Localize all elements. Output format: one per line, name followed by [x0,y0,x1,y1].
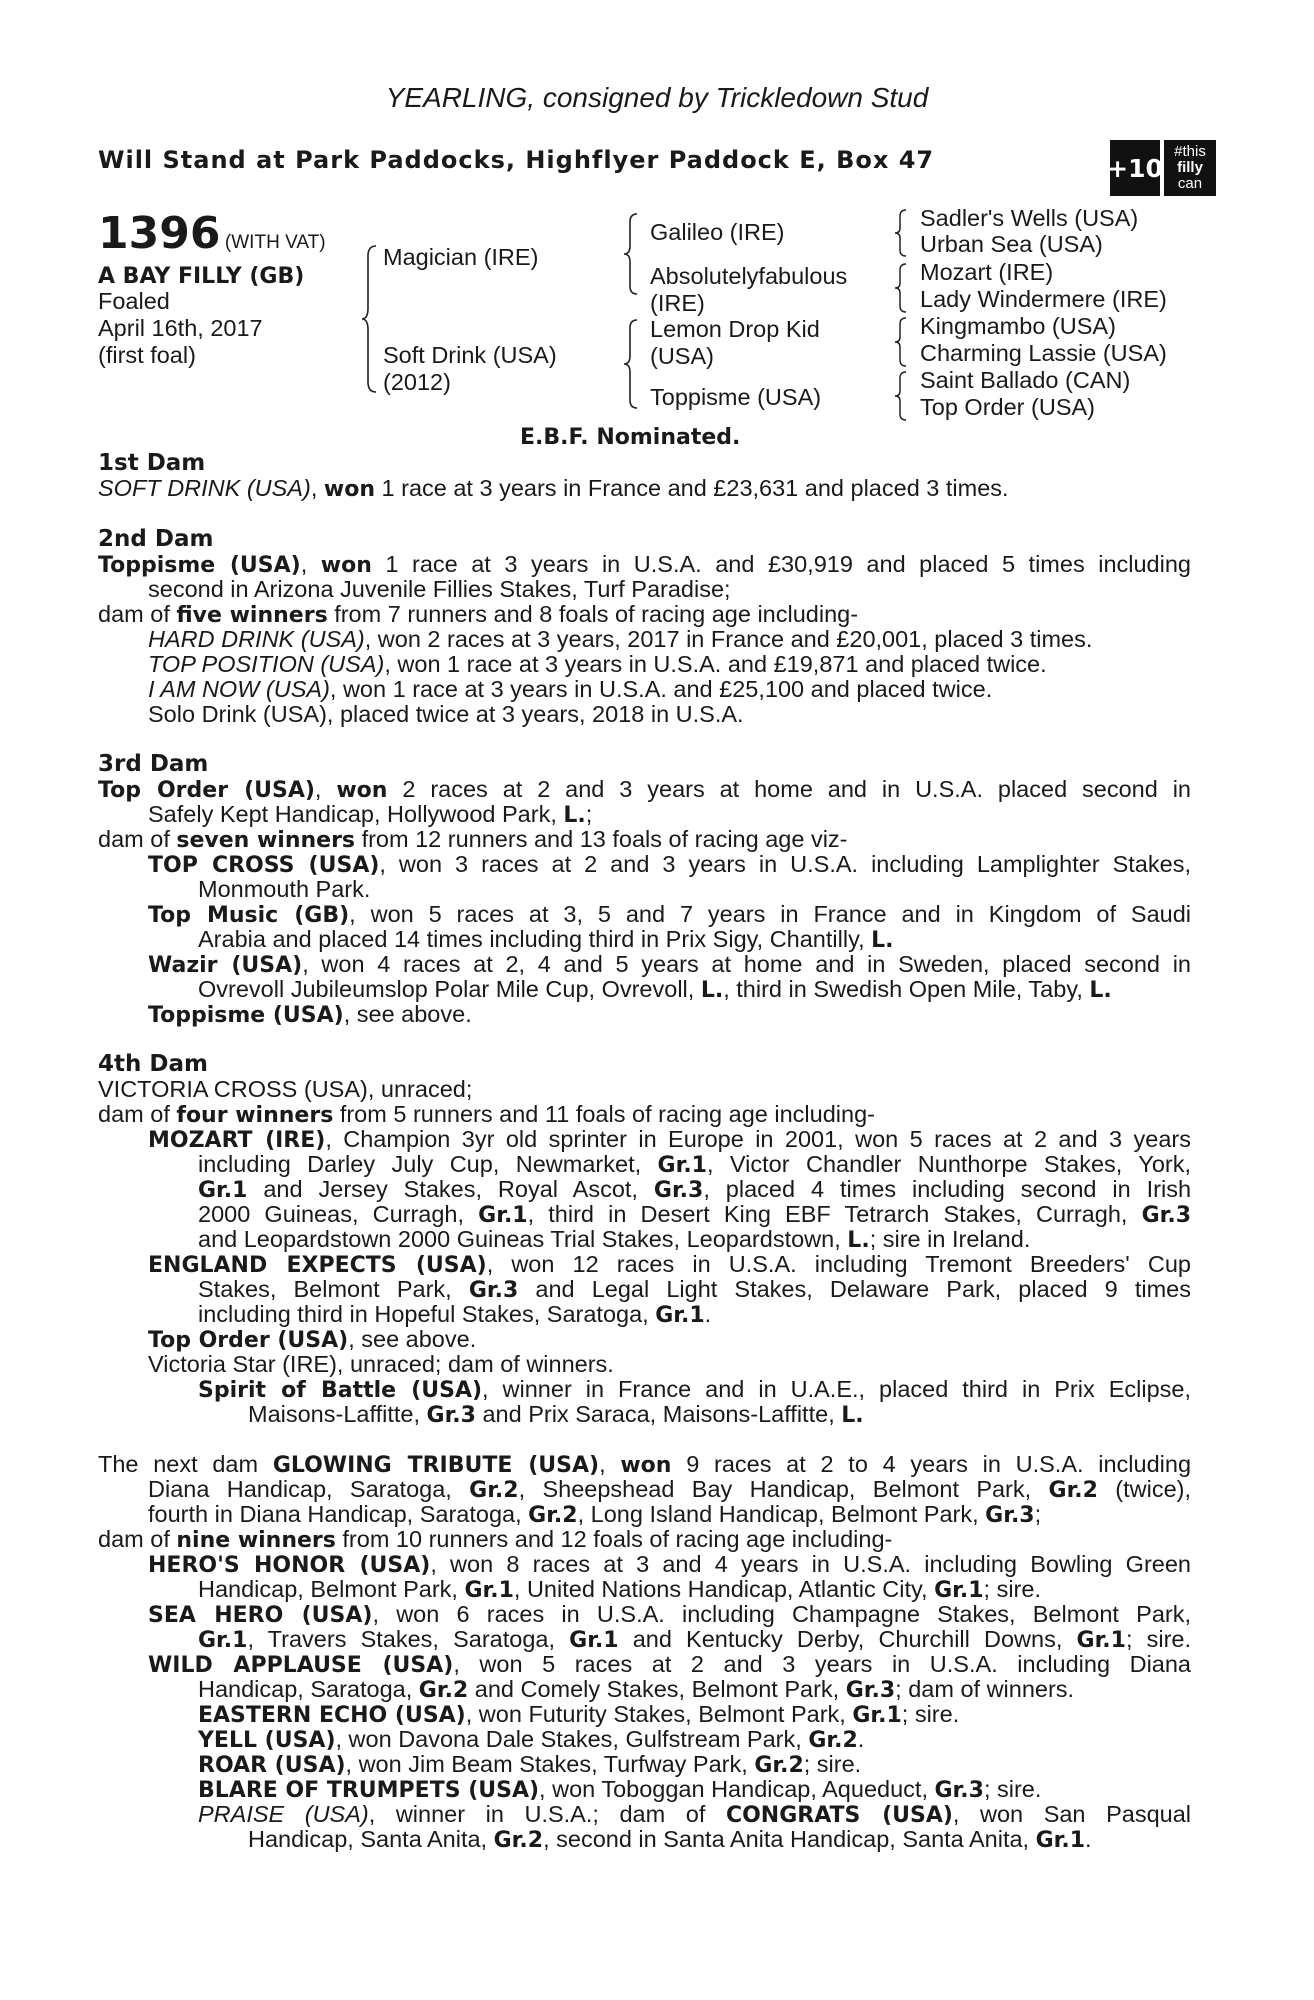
race-grade: L. [1089,978,1112,1003]
race-grade: Gr.2 [469,1478,519,1503]
text-span: ; sire. [1125,1626,1192,1652]
race-grade: L. [841,1403,864,1428]
race-grade: Gr.3 [934,1778,984,1803]
second-dam-name: Toppisme (USA) [98,553,301,578]
next-dam-line-5 [148,1552,1191,1578]
text-span: and Legal Light Stakes, Delaware Park, placed 9 times [518,1276,1191,1302]
gs-brace-2 [893,262,909,314]
stand-location: Will Stand at Park Paddocks, Highflyer Paddock E, Box 47 [98,146,935,174]
text-span: , won 5 races at 2 and 3 years in U.S.A. including Diana [453,1651,1191,1677]
dams-sire-line2: (USA) [650,343,714,369]
text-span: Handicap, Saratoga, [198,1676,413,1702]
text-span: from 10 runners and 12 foals of racing age including- [342,1526,893,1552]
second-dam-line-7: Solo Drink (USA), placed twice at 3 years, 2018 in U.S.A. [148,701,744,727]
text-span: , winner in France and in U.A.E., placed third in Prix Eclipse, [482,1376,1191,1402]
second-dam-line-4 [148,627,1191,652]
winners-count: four winners [176,1103,334,1128]
third-dam-line-3 [98,827,1191,853]
runner-name: BLARE OF TRUMPETS (USA) [198,1778,540,1803]
race-grade: Gr.1 [1035,1828,1086,1853]
runner-name: ROAR (USA) [198,1753,346,1778]
gs-brace-4 [893,370,909,422]
text-span: , won 4 races at 2, 4 and 5 years at home and in Sweden, placed second in [302,951,1191,977]
second-dam-line-1: Toppisme (USA), won 1 race at 3 years in U.S.A. and £30,919 and placed 5 times including [98,551,1191,578]
fourth-dam-line-2 [98,1102,1191,1128]
next-dam-line-14 [198,1777,1191,1803]
race-grade: L. [700,978,724,1003]
text-span: , won 1 race at 3 years in U.S.A. and £19,871 and placed twice. [384,651,1047,677]
next-dam-line-3 [148,1502,1191,1528]
race-grade: Gr.3 [426,1403,476,1428]
fourth-dam-line-10 [198,1302,1191,1328]
winners-count: seven winners [176,828,356,853]
dam-year: (2012) [383,369,451,395]
foaled-date: April 16th, 2017 [98,315,263,341]
runner-name: I AM NOW (USA) [148,676,330,702]
runner-name: HERO'S HONOR (USA) [148,1553,431,1578]
race-grade: Gr.3 [653,1178,704,1203]
race-grade: Gr.1 [655,1303,705,1328]
runner-name: WILD APPLAUSE (USA) [148,1653,454,1678]
text-span: The next dam [98,1451,259,1477]
text-span: Handicap, Santa Anita, [248,1826,488,1852]
text-span: and Jersey Stakes, Royal Ascot, [247,1176,638,1202]
text-span: , Travers Stakes, Saratoga, [247,1626,555,1652]
text-span: ; sire. [901,1701,960,1727]
race-grade: Gr.2 [754,1753,804,1778]
gg-dsd: Charming Lassie (USA) [920,340,1167,366]
ebf-nominated: E.B.F. Nominated. [520,425,741,450]
text-span: dam of [98,826,170,852]
dam-name: Soft Drink (USA) [383,342,557,368]
runner-name: ENGLAND EXPECTS (USA) [148,1253,487,1278]
text-span: and Prix Saraca, Maisons-Laffitte, [475,1401,835,1427]
gg-dds: Saint Ballado (CAN) [920,367,1131,393]
text-span: dam of [98,601,170,627]
race-grade: Gr.2 [1048,1478,1098,1503]
third-dam-line-5: Monmouth Park. [198,876,371,902]
third-dam-line-2 [148,802,1191,828]
text-span: , won 8 races at 3 and 4 years in U.S.A. including Bowling Green [430,1551,1191,1577]
text-span: , won 3 races at 2 and 3 years in U.S.A. including Lamplighter Stakes, [379,851,1191,877]
first-foal-note: (first foal) [98,342,196,368]
sire-brace [622,212,640,296]
first-dam-won: won [323,477,375,502]
text-span: dam of [98,1101,170,1127]
runner-name: TOP CROSS (USA) [148,853,380,878]
runner-name: HARD DRINK (USA) [148,626,365,652]
text-span: Handicap, Belmont Park, [198,1576,458,1602]
runner-name: Wazir (USA) [148,953,303,978]
lot-number-row [98,208,326,259]
text-span: , won 2 races at 3 years, 2017 in France and £20,001, placed 3 times. [364,626,1093,652]
race-grade: Gr.3 [468,1278,519,1303]
text-span: , Champion 3yr old sprinter in Europe in 2001, won 5 races at 2 and 3 years [325,1126,1191,1152]
next-dam-line-16 [248,1827,1191,1853]
plus10-text: +10 [1107,153,1163,183]
runner-name: PRAISE (USA) [198,1801,369,1827]
text-span: ; [1034,1501,1042,1527]
next-dam-line-6 [198,1577,1191,1603]
fourth-dam-line-5 [198,1177,1191,1203]
text-span: ; sire. [983,1776,1042,1802]
sire-dam-brace [360,244,380,394]
runner-name: TOP POSITION (USA) [148,651,385,677]
text-span: including Darley July Cup, Newmarket, [198,1151,642,1177]
gg-ddd: Top Order (USA) [920,394,1095,420]
text-span: , won Davona Dale Stakes, Gulfstream Park, [335,1726,802,1752]
text-span: Diana Handicap, Saratoga, [148,1476,452,1502]
second-dam-won: won [320,553,372,578]
third-dam-name: Top Order (USA) [98,778,315,803]
text-span: Maisons-Laffitte, [248,1401,420,1427]
first-dam-line: SOFT DRINK (USA), won 1 race at 3 years in France and £23,631 and placed 3 times. [98,475,1009,502]
sire-name: Magician (IRE) [383,244,539,270]
fourth-dam-line-1: VICTORIA CROSS (USA), unraced; [98,1076,473,1102]
runner-name: Top Order (USA) [148,1328,349,1353]
next-dam-line-11 [198,1702,1191,1728]
third-dam-heading: 3rd Dam [98,751,209,777]
race-grade: Gr.3 [985,1503,1035,1528]
next-dam-line-10 [198,1677,1191,1703]
text-span: ; [585,801,593,827]
fourth-dam-line-9 [198,1277,1191,1303]
race-grade: Gr.2 [493,1828,544,1853]
first-dam-text: 1 race at 3 years in France and £23,631 and placed 3 times. [381,475,1009,501]
race-grade: Gr.3 [1141,1203,1191,1228]
badge-this-text: #this [1174,143,1206,160]
race-grade: Gr.1 [657,1153,707,1178]
next-dam-line-2 [148,1477,1191,1503]
race-grade: L. [563,803,586,828]
race-grade: L. [847,1228,870,1253]
race-grade: Gr.1 [478,1203,528,1228]
runner-name: Toppisme (USA) [148,1003,344,1028]
second-dam-heading: 2nd Dam [98,526,214,552]
second-dam-line-3 [98,602,1191,628]
text-span: Arabia and placed 14 times including third in Prix Sigy, Chantilly, [198,926,865,952]
text-span: ; dam of winners. [895,1676,1075,1702]
text-span: (twice), [1097,1476,1192,1502]
runner-name: SEA HERO (USA) [148,1603,373,1628]
text-span: . [704,1301,712,1327]
race-grade: L. [871,928,894,953]
dams-sire-line1: Lemon Drop Kid [650,316,820,342]
text-span: , placed 4 times including second in Irish [703,1176,1192,1202]
text-span: and Leopardstown 2000 Guineas Trial Stakes, Leopardstown, [198,1226,841,1252]
text-span: , Sheepshead Bay Handicap, Belmont Park, [518,1476,1032,1502]
third-dam-line-7 [198,927,1191,953]
fourth-dam-line-4 [198,1152,1191,1178]
race-grade: Gr.2 [528,1503,578,1528]
winners-count: five winners [176,603,328,628]
fourth-dam-line-11 [148,1327,1191,1353]
race-grade: Gr.3 [845,1678,896,1703]
first-dam-name: SOFT DRINK (USA) [98,475,311,501]
next-dam-line-8 [198,1627,1191,1653]
third-dam-line-9 [198,977,1191,1003]
text-span: , won San Pasqual [952,1801,1191,1827]
text-span: and Comely Stakes, Belmont Park, [468,1676,840,1702]
next-dam-line-9 [148,1652,1191,1678]
gs-brace-3 [893,316,909,368]
sires-dam-line2: (IRE) [650,290,705,316]
text-span: dam of [98,1526,170,1552]
race-grade: Gr.1 [198,1628,248,1653]
fourth-dam-heading: 4th Dam [98,1051,208,1077]
dam-brace [622,318,640,410]
text-span: 2000 Guineas, Curragh, [198,1201,465,1227]
fourth-dam-line-6 [198,1202,1191,1228]
next-dam-won: won [620,1453,672,1478]
text-span: fourth in Diana Handicap, Saratoga, [148,1501,522,1527]
text-span: , second in Santa Anita Handicap, Santa Anita, [543,1826,1030,1852]
race-grade: Gr.2 [418,1678,469,1703]
catalogue-title: YEARLING, consigned by Trickledown Stud [385,82,929,113]
foaled-label: Foaled [98,288,170,314]
third-dam-line-8 [148,952,1191,978]
runner-name: EASTERN ECHO (USA) [198,1703,466,1728]
text-span: , Long Island Handicap, Belmont Park, [577,1501,979,1527]
lot-name: A BAY FILLY (GB) [98,264,305,289]
text-span: , see above. [348,1326,477,1352]
sires-sire: Galileo (IRE) [650,219,785,245]
text-span: , won 6 races in U.S.A. including Champagne Stakes, Belmont Park, [372,1601,1191,1627]
text-span: , third in Desert King EBF Tetrarch Stakes, Curragh, [527,1201,1128,1227]
dams-dam: Toppisme (USA) [650,384,822,410]
first-dam-heading: 1st Dam [98,450,206,476]
fourth-dam-line-13 [198,1377,1191,1403]
gs-brace-1 [893,208,909,258]
third-dam-line-1: Top Order (USA), won 2 races at 2 and 3 years at home and in U.S.A. placed second in [98,776,1191,803]
race-grade: Gr.1 [1076,1628,1126,1653]
race-grade: Gr.1 [464,1578,514,1603]
text-span: , winner in U.S.A.; dam of [368,1801,706,1827]
text-span: , Victor Chandler Nunthorpe Stakes, York, [706,1151,1191,1177]
third-dam-line-4 [148,852,1191,878]
race-grade: Gr.1 [852,1703,902,1728]
text-span: Safely Kept Handicap, Hollywood Park, [148,801,557,827]
runner-name: Top Music (GB) [148,903,350,928]
text-span: . [1085,1826,1092,1852]
gg-ssd: Urban Sea (USA) [920,231,1103,257]
sires-dam-line1: Absolutelyfabulous [650,263,848,289]
next-dam-line-15 [198,1802,1191,1828]
badge-filly-text: filly [1177,159,1203,176]
text-span: 9 races at 2 to 4 years in U.S.A. including [686,1451,1192,1477]
runner-name: CONGRATS (USA) [725,1803,953,1828]
text-span: , United Nations Handicap, Atlantic City, [513,1576,928,1602]
runner-name: Spirit of Battle (USA) [198,1378,483,1403]
text-span: , see above. [343,1001,472,1027]
race-grade: Gr.1 [934,1578,984,1603]
fourth-dam-line-14 [248,1402,1191,1428]
second-dam-line-5 [148,652,1191,677]
gg-sss: Sadler's Wells (USA) [920,205,1139,231]
text-span: Ovrevoll Jubileumslop Polar Mile Cup, Ovrevoll, [198,976,695,1002]
text-span: , won Toboggan Handicap, Aqueduct, [539,1776,928,1802]
next-dam-line-7 [148,1602,1191,1628]
badge-can-text: can [1177,175,1203,192]
text-span: ; sire in Ireland. [869,1226,1031,1252]
text-span: from 7 runners and 8 foals of racing age including- [334,601,859,627]
text-span: 2 races at 2 and 3 years at home and in U.S.A. placed second in [402,776,1191,802]
lot-number: 1396 [98,208,221,259]
text-span: including third in Hopeful Stakes, Saratoga, [198,1301,649,1327]
fourth-dam-line-3 [148,1127,1191,1153]
this-filly-can-badge [1164,140,1216,196]
text-span: , won 12 races in U.S.A. including Tremont Breeders' Cup [486,1251,1191,1277]
text-span: and Kentucky Derby, Churchill Downs, [618,1626,1063,1652]
next-dam-line-1: The next dam GLOWING TRIBUTE (USA), won 9 races at 2 to 4 years in U.S.A. including [98,1451,1192,1478]
third-dam-line-10 [148,1002,1191,1028]
runner-name: YELL (USA) [198,1728,336,1753]
third-dam-line-6 [148,902,1191,928]
text-span: , third in Swedish Open Mile, Taby, [723,976,1083,1002]
gg-dss: Kingmambo (USA) [920,313,1116,339]
race-grade: Gr.1 [198,1178,248,1203]
text-span: from 12 runners and 13 foals of racing age viz- [361,826,848,852]
text-span: from 5 runners and 11 foals of racing age including- [339,1101,875,1127]
next-dam-line-12 [198,1727,1191,1753]
next-dam-line-13 [198,1752,1191,1778]
third-dam-won: won [336,778,388,803]
text-span: , won Jim Beam Stakes, Turfway Park, [345,1751,748,1777]
text-span: Stakes, Belmont Park, [198,1276,452,1302]
winners-count: nine winners [176,1528,336,1553]
second-dam-line-2: second in Arizona Juvenile Fillies Stakes, Turf Paradise; [148,576,731,602]
next-dam-name: GLOWING TRIBUTE (USA) [272,1453,600,1478]
fourth-dam-line-8 [148,1252,1191,1278]
text-span: , won Futurity Stakes, Belmont Park, [465,1701,846,1727]
fourth-dam-line-7 [198,1227,1191,1253]
gg-sds: Mozart (IRE) [920,259,1054,285]
second-dam-line-6 [148,677,1191,702]
next-dam-line-4 [98,1527,1191,1553]
vat-note: (WITH VAT) [224,232,326,253]
fourth-dam-line-12: Victoria Star (IRE), unraced; dam of winners. [148,1351,614,1377]
second-dam-text: 1 race at 3 years in U.S.A. and £30,919 and placed 5 times including [385,551,1191,577]
race-grade: Gr.1 [569,1628,619,1653]
text-span: , won 1 race at 3 years in U.S.A. and £25,100 and placed twice. [329,676,993,702]
race-grade: Gr.2 [808,1728,858,1753]
text-span: . [857,1726,865,1752]
text-span: ; sire. [983,1576,1041,1602]
text-span: ; sire. [803,1751,862,1777]
gg-sdd: Lady Windermere (IRE) [920,286,1167,312]
text-span: , won 5 races at 3, 5 and 7 years in France and in Kingdom of Saudi [349,901,1192,927]
plus10-badge [1107,140,1163,196]
runner-name: MOZART (IRE) [148,1128,326,1153]
